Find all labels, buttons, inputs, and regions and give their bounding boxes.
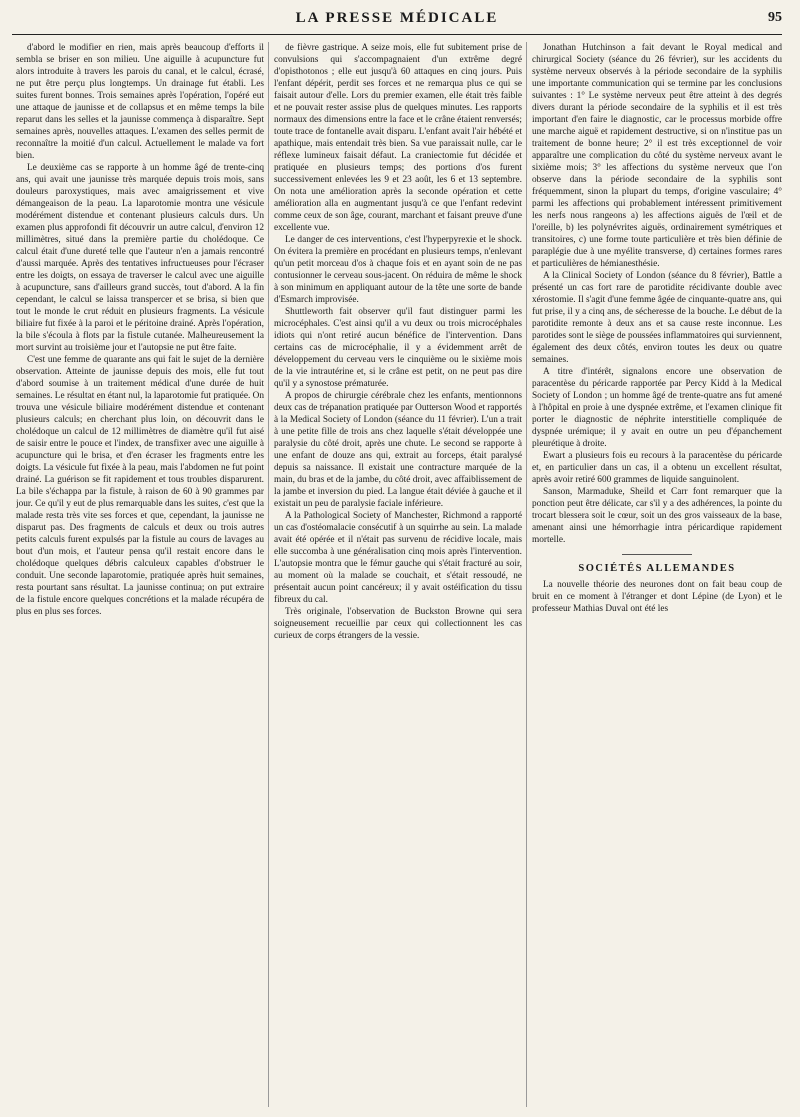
column-divider (526, 42, 527, 1107)
paragraph: de fièvre gastrique. A seize mois, elle fut subitement prise de convulsions qui s'accompagnaient d'un extrême degré d'opisthotonos ; elle eut jusqu'à 60 attaques en cinq jours. Puis l'enfant dépérit, perdit ses forces et ne remarqua plus ce qui se faisait autour d'elle. Lors du premier examen, elle était très faible et ne pouvait rester assise plus de quelques minutes. Les rapports normaux des dimensions entre la face et le crâne étaient renversés; toute trace de fontanelle avait disparu. L'enfant avait l'air hébété et apathique, mais entendait très bien. Sa vue paraissait nulle, car le réflexe lumineux faisait défaut. La craniectomie fut décidée et pratiquée en plusieurs temps; des portions d'os furent successivement enlevées les 9 et 23 août, les 6 et 13 septembre. On nota une amélioration après la seconde opération et cette amélioration alla en augmentant jusqu'à ce que l'enfant redevint comme ceux de son âge, courant, marchant et faisant preuve d'une excellente vue. (274, 43, 522, 233)
paragraph: Jonathan Hutchinson a fait devant le Royal medical and chirurgical Society (séance du 26 février), sur les accidents du système nerveux observés à la période secondaire de la syphilis une importante communication qui se termine par les conclusions suivantes : 1° Le système nerveux peut être atteint à des degrés divers durant la période secondaire de la syphilis et il est très important d'en faire le diagnostic, car le processus morbide offre une marche aiguë et rapidement destructive, si on n'institue pas un traitement de bonne heure; 2° il est très exceptionnel de voir apparaître une complication du côté du système nerveux avant le sixième mois; 3° les affections du système nerveux que l'on observe dans la période secondaire de la syphilis sont fréquemment, sinon la plupart du temps, d'origine vasculaire; 4° parmi les affections qui probablement intéressent primitivement les nerfs nous rangeons a) les affections aiguës de l'œil et de l'oreille, b) les polynévrites aiguës, ordinairement symétriques et transitoires, c) une forme toute particulière et très bien définie de paraplégie due à une myélite transverse, d) certaines formes rares et particulières de hémianesthésie. (532, 43, 782, 269)
paragraph: A la Pathological Society of Manchester, Richmond a rapporté un cas d'ostéomalacie consécutif à un squirrhe au sein. La malade avait été opérée et il n'était pas survenu de récidive locale, mais elle succomba à une généralisation cinq mois après l'intervention. L'autopsie montra que le fémur gauche qui s'était fracturé au soir, au moment où la malade se couchait, et s'était ressoudé, ne présentait aucun point cancéreux; il y avait ostéification du tissu fibreux du cal. (274, 511, 522, 605)
section-separator (622, 554, 692, 555)
newspaper-page (12, 0, 782, 1117)
page-header (12, 10, 782, 32)
header-rule (12, 34, 782, 35)
column-divider (268, 42, 269, 1107)
paragraph: La nouvelle théorie des neurones dont on fait beau coup de bruit en ce moment à l'étranger et dont Lépine (de Lyon) et le professeur Mathias Duval ont été les (532, 580, 782, 614)
column-middle (274, 42, 522, 1107)
paragraph: Sanson, Marmaduke, Sheild et Carr font remarquer que la ponction peut être délicate, car s'il y a des adhérences, la pointe du trocart blessera soit le cœur, soit un des gros vaisseaux de la base, amenant ainsi une hémorrhagie intra péricardique rapidement mortelle. (532, 487, 782, 545)
paragraph: C'est une femme de quarante ans qui fait le sujet de la dernière observation. Atteinte de jaunisse depuis des mois, elle fut tout d'abord soumise à un traitement médical d'une durée de huit semaines. Le résultat en étant nul, la laparotomie fut pratiquée. On trouva une vésicule biliaire modérément distendue et contenant plusieurs calculs; en cherchant plus loin, on découvrit dans le cholédoque un calcul de 12 millimètres de diamètre qu'il fut aisé de saisir entre le pouce et l'index, de transfixer avec une aiguille à acupuncture qui le brisa, et d'en écraser les fragments entre les doigts. La vésicule fut fixée à la peau, mais l'abdomen ne fut point drainé. La guérison se fit rapidement et tous troubles disparurent. La bile s'échappa par la fistule, à raison de 60 à 90 grammes par jour. Ce qu'il y eut de plus remarquable dans les suites, c'est que la malade resta très vite ses forces et que, cependant, la jaunisse ne disparut pas. Des fragments de calculs et deux ou trois autres petits calculs furent expulsés par la fistule au cours de lavages au bout d'un mois, et l'auteur pensa qu'il restait encore dans le cholédoque quelques débris calculeux capables d'obstruer le conduit. Une seconde laparotomie, pratiquée après huit semaines, resta pourtant sans résultat. La jaunisse continua; on put extraire de la fistule encore quelques concrétions et la malade récupéra de plus en plus ses forces. (16, 355, 264, 617)
paragraph: Le danger de ces interventions, c'est l'hyperpyrexie et le shock. On évitera la première en procédant en plusieurs temps, n'enlevant qu'un petit morceau d'os à chaque fois et en ayant soin de ne pas contusionner le cerveau sous-jacent. On réduira de même le shock à son minimum en appliquant autour de la tête une sorte de bande d'Esmarch improvisée. (274, 235, 522, 305)
section-title: SOCIÉTÉS ALLEMANDES (578, 563, 736, 574)
paragraph: d'abord le modifier en rien, mais après beaucoup d'efforts il sembla se briser en son milieu. Une aiguille à acupuncture fut alors introduite à travers les parois du canal, et le calcul, écrasé, ne put être perçu plus longtemps. Un drainage fut établi. Les suites furent bonnes. Trois semaines après l'opération, l'opéré eut une attaque de jaunisse et de collapsus et en même temps la bile reparut dans les selles et la jaunisse commença à disparaître. Sept semaines après, nouvelles attaques. L'examen des selles permit de reconnaître la moitié d'un calcul. Actuellement le malade va fort bien. (16, 43, 264, 161)
paragraph: A titre d'intérêt, signalons encore une observation de paracentèse du péricarde rapportée par Percy Kidd à la Medical Society of London ; un homme âgé de trente-quatre ans fut amené à l'hôpital en proie à une dyspnée extrême, et l'examen clinique fit porter le diagnostic de néphrite interstitielle compliquée de dyspnée urémique; il y avait en outre un peu d'épanchement pleurétique à droite. (532, 367, 782, 449)
paragraph: Très originale, l'observation de Buckston Browne qui sera soigneusement recueillie par ceux qui collectionnent les cas curieux de corps étrangers de la vessie. (274, 607, 522, 641)
column-right (532, 42, 782, 1107)
page-number: 95 (768, 10, 782, 25)
paragraph: A la Clinical Society of London (séance du 8 février), Battle a présenté un cas fort rare de parotidite récidivante double avec xérostomie. Il s'agit d'une femme âgée de cinquante-quatre ans, qui fut prise, il y a cinq ans, de sécheresse de la bouche. Le début de la parotidite remonte à deux ans et sa cause reste inconnue. Les parotides sont le siège de poussées inflammatoires qui surviennent, également des deux côtés, environ toutes les deux ou quatre semaines. (532, 271, 782, 365)
paragraph: Shuttleworth fait observer qu'il faut distinguer parmi les microcéphales. C'est ainsi qu'il a vu deux ou trois microcéphales idiots qui n'ont retiré aucun bénéfice de l'intervention. Dans certains cas de microcéphalie, il y a évidemment arrêt de développement du cerveau vers le cinquième ou le sixième mois de la vie intrautérine et, si le crâne est petit, on ne peut pas dire qu'il y a synostose prématurée. (274, 307, 522, 389)
paragraph: A propos de chirurgie cérébrale chez les enfants, mentionnons deux cas de trépanation pratiquée par Outterson Wood et rapportés à la Medical Society of London (séance du 11 février). L'un a trait à une petite fille de trois ans chez laquelle s'était développée une paralysie du côté droit, après une chute. Le second se rapporte à une enfant de douze ans qui, extrait au forceps, était paralysé depuis sa naissance. Il existait une contracture marquée de la main, du bras et de la jambe, du côté droit, avec affaiblissement de la jambe et inversion du pied. La langue était déviée à gauche et il existait un peu de paralysie faciale inférieure. (274, 391, 522, 509)
paragraph: Ewart a plusieurs fois eu recours à la paracentèse du péricarde et, en particulier dans un cas, il a obtenu un excellent résultat, après avoir retiré 600 grammes de liquide sanguinolent. (532, 451, 782, 485)
column-left (16, 42, 264, 1107)
journal-title: LA PRESSE MÉDICALE (295, 10, 499, 26)
paragraph: Le deuxième cas se rapporte à un homme âgé de trente-cinq ans, qui avait une jaunisse très marquée depuis trois mois, sans douleurs paroxystiques, mais avec amaigrissement et vive démangeaison de la peau. La laparotomie montra une vésicule modérément distendue et contenant plusieurs calculs durs. Un examen plus approfondi fit découvrir un autre calcul, d'environ 12 millimètres, situé dans la première partie du cholédoque. Ce calcul était d'une dureté telle que l'auteur n'en a jamais rencontré d'aussi marquée. Après des tentatives infructueuses pour l'écraser entre les doigts, on essaya de traverser le calcul avec une aiguille à acupuncture, sans d'ailleurs grand succès, tout d'abord. A la fin cependant, le calcul se laissa transpercer et se brisa, si bien que tout le monde le crut réduit en plusieurs fragments. La vésicule biliaire fut fixée à la paroi et le péritoine drainé. Après l'opération, la bile s'écoula à flots par la fistule cutanée. Malheureusement la mort survint au troisième jour et l'autopsie ne put être faite. (16, 163, 264, 353)
